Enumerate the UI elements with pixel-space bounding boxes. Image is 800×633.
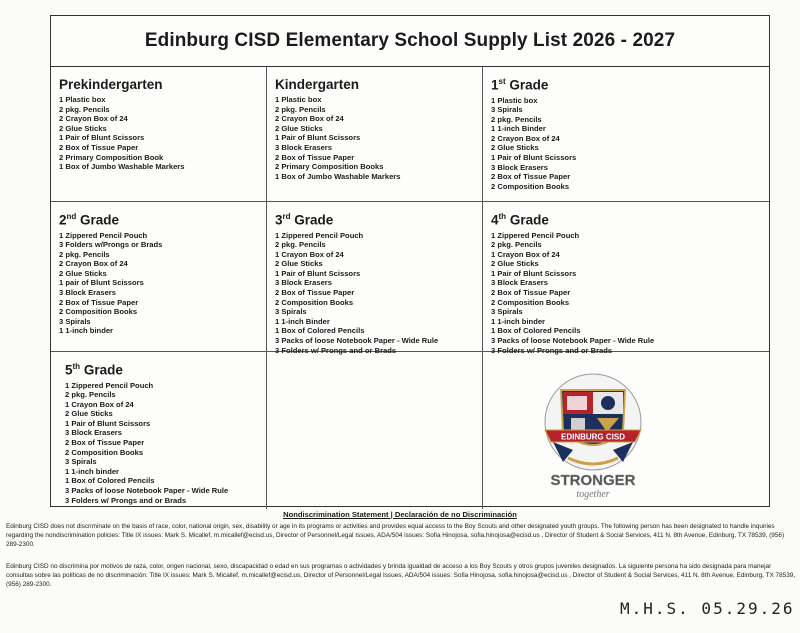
supply-item: 2 Composition Books <box>59 307 138 317</box>
logo-banner-text: EDINBURG CISD <box>560 432 626 442</box>
grade-heading: 3rd Grade <box>275 212 334 228</box>
supply-item: 2 Box of Tissue Paper <box>275 288 355 298</box>
supply-item: 2 Glue Sticks <box>491 259 539 269</box>
supply-item: 3 Folders w/ Prongs and or Brads <box>65 495 187 505</box>
supply-item: 1 Box of Jumbo Washable Markers <box>275 171 401 181</box>
supply-item: 2 Box of Tissue Paper <box>491 288 571 298</box>
supply-item: 3 Folders w/Prongs or Brads <box>59 240 163 250</box>
supply-item: 3 Folders w/ Prongs and or Brads <box>275 345 397 355</box>
supply-item: 1 Box of Colored Pencils <box>65 476 155 486</box>
grade-cell-2 <box>51 202 267 352</box>
supply-item: 1 Plastic box <box>59 95 106 104</box>
grade-heading: 4th Grade <box>491 212 549 228</box>
grade-cell-k <box>267 67 483 202</box>
empty-cell <box>267 352 483 509</box>
supply-item: 2 pkg. Pencils <box>275 104 326 114</box>
supply-item: 3 Block Erasers <box>59 288 116 298</box>
grade-cell-3 <box>267 202 483 355</box>
supply-item: 2 Composition Books <box>491 297 570 307</box>
supply-items <box>491 96 763 192</box>
supply-item: 2 Glue Sticks <box>275 123 323 133</box>
logo-cell <box>483 352 769 509</box>
supply-item: 1 Box of Colored Pencils <box>491 326 581 336</box>
supply-item: 3 Packs of loose Notebook Paper - Wide Rule <box>65 486 229 496</box>
supply-item: 2 Crayon Box of 24 <box>491 133 560 143</box>
supply-item: 2 Glue Sticks <box>59 123 107 133</box>
supply-item: 2 Box of Tissue Paper <box>491 172 571 182</box>
supply-item: 2 pkg. Pencils <box>59 249 110 259</box>
supply-item: 3 Block Erasers <box>65 428 122 438</box>
supply-items <box>275 231 476 356</box>
grade-cell-4 <box>483 202 769 355</box>
supply-items <box>491 231 763 356</box>
supply-item: 1 Pair of Blunt Scissors <box>275 133 361 143</box>
supply-item: 3 Spirals <box>491 307 523 317</box>
supply-item: 1 Crayon Box of 24 <box>65 399 134 409</box>
supply-item: 1 Zippered Pencil Pouch <box>491 230 580 240</box>
grade-heading: 2nd Grade <box>59 212 120 228</box>
supply-item: 1 1-inch binder <box>491 316 546 326</box>
supply-item: 3 Spirals <box>275 307 307 317</box>
supply-item: 1 Crayon Box of 24 <box>491 249 560 259</box>
supply-items <box>59 95 260 172</box>
grade-cell-5 <box>51 352 267 509</box>
supply-item: 2 Box of Tissue Paper <box>65 438 145 448</box>
supply-item: 2 Primary Composition Book <box>59 152 164 162</box>
supply-item: 1 Zippered Pencil Pouch <box>275 230 364 240</box>
supply-item: 2 Composition Books <box>275 297 354 307</box>
supply-item: 1 1-inch binder <box>65 466 120 476</box>
supply-item: 2 Crayon Box of 24 <box>59 259 128 269</box>
grade-heading: 5th Grade <box>65 362 123 378</box>
supply-item: 1 1-inch Binder <box>491 124 546 134</box>
handwritten-signature: M.H.S. 05.29.26 <box>620 599 795 618</box>
supply-item: 3 Packs of loose Notebook Paper - Wide Rule <box>275 336 439 346</box>
crest-icon <box>523 370 663 505</box>
nondiscrimination-heading: Nondiscrimination Statement | Declaración de no Discriminación <box>283 510 517 519</box>
supply-item: 1 Zippered Pencil Pouch <box>65 380 154 390</box>
supply-item: 3 Block Erasers <box>275 278 332 288</box>
supply-item: 3 Folders w/ Prongs and or Brads <box>491 345 613 355</box>
supply-items <box>59 231 260 337</box>
supply-item: 2 pkg. Pencils <box>59 104 110 114</box>
logo-slogan-line1: STRONGER <box>550 472 636 489</box>
supply-item: 1 1-inch binder <box>59 326 114 336</box>
grade-heading: Kindergarten <box>275 77 360 92</box>
grade-grid <box>51 67 769 507</box>
supply-item: 2 pkg. Pencils <box>491 114 542 124</box>
supply-item: 1 pair of Blunt Scissors <box>59 278 144 288</box>
supply-item: 3 Block Erasers <box>491 162 548 172</box>
supply-list-sheet <box>50 15 770 507</box>
supply-item: 2 pkg. Pencils <box>275 240 326 250</box>
supply-item: 2 pkg. Pencils <box>491 240 542 250</box>
supply-items <box>65 381 260 506</box>
supply-item: 1 Plastic box <box>275 95 322 104</box>
supply-item: 2 Crayon Box of 24 <box>275 114 344 124</box>
supply-item: 1 Box of Jumbo Washable Markers <box>59 162 185 172</box>
grade-heading: Prekindergarten <box>59 77 163 92</box>
supply-item: 2 Composition Books <box>491 181 570 191</box>
supply-item: 1 Pair of Blunt Scissors <box>275 268 361 278</box>
supply-item: 2 Glue Sticks <box>491 143 539 153</box>
supply-item: 2 Glue Sticks <box>59 268 107 278</box>
supply-item: 1 1-inch Binder <box>275 316 330 326</box>
supply-item: 2 Crayon Box of 24 <box>59 114 128 124</box>
supply-item: 2 Box of Tissue Paper <box>275 152 355 162</box>
supply-item: 3 Spirals <box>65 457 97 467</box>
nondiscrimination-english: Edinburg CISD does not discriminate on the basis of race, color, national origin, sex, disability or age in its programs or activities and provides equal access to the Boy Scouts and other designated youth groups. The following person has been designated to handle inquiries regarding the nondiscrimination policies: Title IX issues: Mark S. Micallef, m.micallef@ecisd.us, Director of Personnel/Legal Issues, ADA/504 issues: Sofia Hinojosa, sofia.hinojosa@ecisd.us , Director of Student & Social Services, 411 N. 8th Avenue, Edinburg, TX 78539, (956) 289-2300. <box>6 523 785 548</box>
page-title: Edinburg CISD Elementary School Supply List 2026 - 2027 <box>51 16 769 67</box>
supply-item: 1 Crayon Box of 24 <box>275 249 344 259</box>
supply-item: 3 Block Erasers <box>491 278 548 288</box>
supply-items <box>275 95 476 181</box>
supply-item: 1 Pair of Blunt Scissors <box>59 133 145 143</box>
supply-item: 2 Glue Sticks <box>275 259 323 269</box>
supply-item: 2 Box of Tissue Paper <box>59 297 139 307</box>
supply-item: 1 Zippered Pencil Pouch <box>59 230 148 240</box>
supply-item: 1 Pair of Blunt Scissors <box>491 268 577 278</box>
edinburg-cisd-logo <box>523 370 663 505</box>
supply-item: 3 Spirals <box>59 316 91 326</box>
supply-item: 2 Box of Tissue Paper <box>59 142 139 152</box>
grade-cell-1 <box>483 67 769 202</box>
logo-slogan-line2: together <box>576 489 610 500</box>
supply-item: 1 Box of Colored Pencils <box>275 326 365 336</box>
supply-item: 3 Spirals <box>491 105 523 115</box>
nondiscrimination-spanish: Edinburg CISD no discrimina por motivos de raza, color, origen nacional, sexo, discapacidad o edad en sus programas o actividades y brinda igualdad de acceso a los Boy Scouts y otros grupos juveniles designados. La siguiente persona ha sido designada para manejar consultas sobre las políticas de no discriminación: Title IX issues: Mark S. Micallef, m.micallef@ecisd.us, Director of Personnel/Legal Issues, ADA/504 issues: Sofia Hinojosa, sofia.hinojosa@ecisd.us , Director of Student & Social Services, 411 N. 8th Avenue, Edinburg, TX 78539, (956) 289-2300. <box>6 563 796 588</box>
supply-item: 1 Plastic box <box>491 95 538 105</box>
supply-item: 2 Primary Composition Books <box>275 162 384 172</box>
supply-item: 2 Glue Sticks <box>65 409 113 419</box>
grade-heading: 1st Grade <box>491 77 549 93</box>
supply-item: 3 Packs of loose Notebook Paper - Wide Rule <box>491 336 655 346</box>
grade-cell-prek <box>51 67 267 202</box>
supply-item: 1 Pair of Blunt Scissors <box>491 153 577 163</box>
supply-item: 3 Block Erasers <box>275 142 332 152</box>
supply-item: 2 pkg. Pencils <box>65 390 116 400</box>
supply-item: 2 Composition Books <box>65 447 144 457</box>
supply-item: 1 Pair of Blunt Scissors <box>65 418 151 428</box>
